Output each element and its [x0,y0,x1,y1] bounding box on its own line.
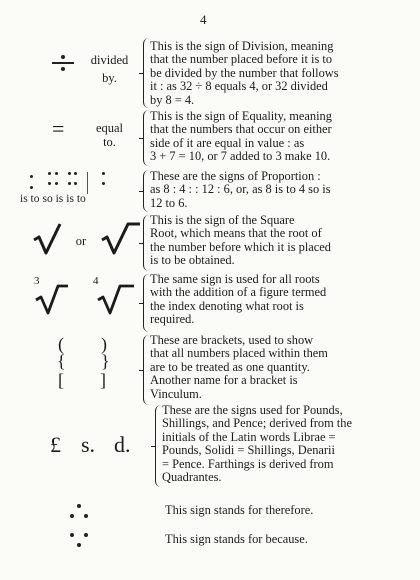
money-line: Shillings, and Pence; derived from the [162,416,352,431]
money-line: These are the signs used for Pounds, [162,403,343,417]
open-square-bracket-icon: [ [58,370,64,390]
brackets-brace [143,335,149,405]
close-brace-icon: } [101,351,110,371]
money-line: Quadrantes. [162,470,222,485]
roots-line: required. [150,312,195,327]
because-text: This sign stands for because. [165,532,308,546]
brackets-line: that all numbers placed within them [150,346,328,361]
equality-line: This is the sign of Equality, meaning [150,109,332,123]
money-brace [155,405,161,487]
square-root-line: This is the sign of the Square [150,213,295,227]
proportion-label-is-to: is to [20,193,40,205]
square-root-line: is to be obtained. [150,253,235,268]
brackets-description [150,334,380,401]
because-description [165,533,385,546]
division-line: This is the sign of Division, meaning [150,39,334,53]
division-line: be divided by the number that follows [150,65,339,80]
pence-sign-icon: d. [114,432,131,457]
division-line: that the number placed before it is to [150,52,333,67]
page-number: 4 [200,12,207,27]
brackets-line: are to be treated as one quantity. [150,359,310,374]
proportion-labels [20,193,86,205]
division-label-2: by. [102,71,117,85]
close-paren-icon: ) [101,334,107,354]
square-root-brace [143,215,149,271]
division-label-1: divided [90,53,129,67]
therefore-text: This sign stands for therefore. [165,503,314,517]
cube-root-icon [34,282,70,316]
open-brace-icon: { [57,351,66,371]
division-line: it : as 32 ÷ 8 equals 4, or 32 divided [150,79,328,94]
root-index-3: 3 [34,275,40,287]
proportion-line: 12 to 6. [150,195,188,210]
root-index-4: 4 [93,275,99,287]
square-root-line: the number before which it is placed [150,239,331,254]
brackets-line: Vinculum. [150,386,202,401]
close-square-bracket-icon: ] [100,370,106,390]
roots-line: with the addition of a figure termed [150,285,327,300]
square-root-icon [32,222,64,256]
roots-line: the index denoting what root is [150,298,304,313]
proportion-label-is-to: is to [66,193,86,205]
money-description [162,404,386,484]
money-line: = Pence. Farthings is derived from [162,456,334,471]
open-paren-icon: ( [58,334,64,354]
equality-label-1: equal [95,121,124,135]
division-line: by 8 = 4. [150,92,195,107]
proportion-label-so-is: so is [42,193,64,205]
proportion-line: as 8 : 4 : : 12 : 6, or, as 8 is to 4 so is [150,182,331,197]
therefore-description [165,504,385,517]
division-brace [143,38,149,108]
proportion-line: These are the signs of Proportion : [150,169,321,183]
equality-line: 3 + 7 = 10, or 7 added to 3 make 10. [150,149,331,164]
equality-line: side of it are equal in value : as [150,135,305,150]
shilling-sign-icon: s. [81,432,96,457]
square-root-line: Root, which means that the root of [150,226,322,241]
proportion-description [150,170,380,210]
equality-line: that the numbers that occur on either [150,122,332,137]
brackets-line: These are brackets, used to show [150,333,314,347]
money-line: initials of the Latin words Librae = [162,429,336,444]
proportion-brace [143,170,149,212]
brackets-line: Another name for a bracket is [150,373,298,388]
division-description [150,40,380,107]
square-root-description [150,214,380,268]
roots-line: The same sign is used for all roots [150,272,320,286]
square-root-or-label: or [75,234,87,248]
equality-brace [143,110,149,166]
roots-brace [143,274,149,332]
equality-description [150,110,380,164]
square-root-vinculum-icon [100,222,142,256]
equals-sign-icon: = [52,116,65,141]
roots-description [150,273,380,327]
fourth-root-icon [96,282,136,316]
pound-sign-icon: £ [50,432,61,457]
money-line: Pounds, Solidi = Shillings, Denarii [162,443,335,458]
equality-label-2: to. [103,135,116,149]
